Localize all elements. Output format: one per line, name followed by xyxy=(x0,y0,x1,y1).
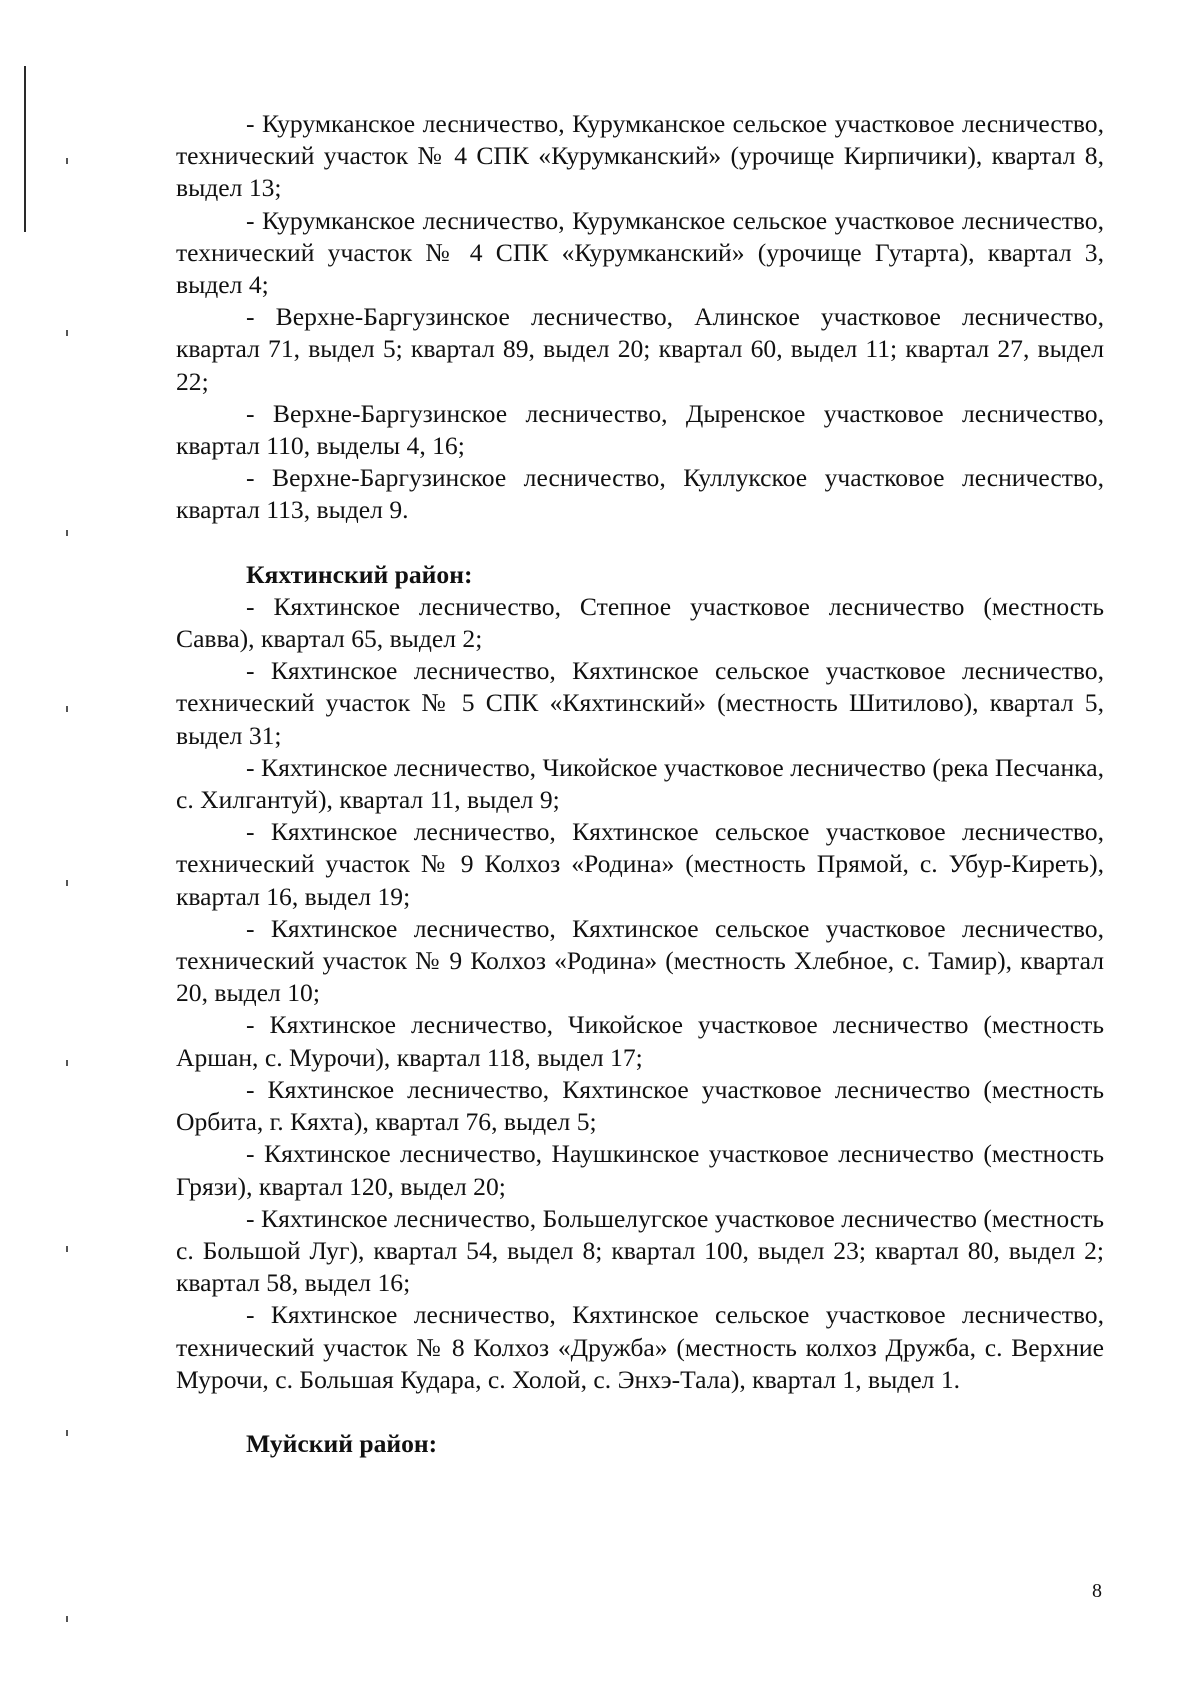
scan-speck xyxy=(66,1430,68,1436)
scan-margin-line xyxy=(24,66,26,232)
scan-speck xyxy=(66,706,68,712)
scan-speck xyxy=(66,880,68,886)
scan-speck xyxy=(66,1616,68,1622)
scan-speck xyxy=(66,1246,68,1252)
list-item: - Кяхтинское лесничество, Кяхтинское участковое лесничество (местность Орбита, г. Кяхта), квартал 76, выдел 5; xyxy=(176,1074,1104,1137)
list-item: - Кяхтинское лесничество, Чикойское участковое лесничество (река Песчанка, с. Хилгантуй), квартал 11, выдел 9; xyxy=(176,752,1104,815)
scan-speck xyxy=(66,330,68,336)
section-heading-kyakhta: Кяхтинский район: xyxy=(246,559,473,589)
list-item: - Кяхтинское лесничество, Кяхтинское сельское участковое лесничество, технический участок № 9 Колхоз «Родина» (местность Хлебное, с. Тамир), квартал 20, выдел 10; xyxy=(176,913,1104,1008)
section-spacer xyxy=(176,527,1104,559)
scan-speck xyxy=(66,530,68,536)
page-number: 8 xyxy=(1092,1580,1102,1602)
list-item: - Верхне-Баргузинское лесничество, Дыренское участковое лесничество, квартал 110, выделы 4, 16; xyxy=(176,398,1104,461)
list-item: - Верхне-Баргузинское лесничество, Алинское участковое лесничество, квартал 71, выдел 5; квартал 89, выдел 20; квартал 60, выдел 11; квартал 27, выдел 22; xyxy=(176,302,1104,396)
list-item: - Верхне-Баргузинское лесничество, Куллукское участковое лесничество, квартал 113, выдел 9. xyxy=(176,463,1104,525)
document-body xyxy=(176,108,1104,1460)
list-item: - Кяхтинское лесничество, Кяхтинское сельское участковое лесничество, технический участок № 5 СПК «Кяхтинский» (местность Шитилово), квартал 5, выдел 31; xyxy=(176,656,1104,750)
list-item: - Кяхтинское лесничество, Кяхтинское сельское участковое лесничество, технический участок № 9 Колхоз «Родина» (местность Прямой, с. Убур-Киреть), квартал 16, выдел 19; xyxy=(176,817,1104,911)
scan-speck xyxy=(66,158,68,164)
list-item: - Кяхтинское лесничество, Степное участковое лесничество (местность Савва), квартал 65, выдел 2; xyxy=(176,591,1104,654)
list-item: - Курумканское лесничество, Курумканское сельское участковое лесничество, технический участок № 4 СПК «Курумканский» (урочище Гутарта), квартал 3, выдел 4; xyxy=(176,205,1104,300)
list-item: - Курумканское лесничество, Курумканское сельское участковое лесничество, технический участок № 4 СПК «Курумканский» (урочище Кирпичики), квартал 8, выдел 13; xyxy=(176,109,1104,203)
section-spacer xyxy=(176,1396,1104,1428)
section-heading-muya: Муйский район: xyxy=(246,1428,438,1458)
list-item: - Кяхтинское лесничество, Большелугское участковое лесничество (местность с. Большой Луг), квартал 54, выдел 8; квартал 100, выдел 23; квартал 80, выдел 2; квартал 58, выдел 16; xyxy=(176,1203,1104,1298)
scan-speck xyxy=(66,1060,68,1066)
list-item: - Кяхтинское лесничество, Кяхтинское сельское участковое лесничество, технический участок № 8 Колхоз «Дружба» (местность колхоз Дружба, с. Верхние Мурочи, с. Большая Кудара, с. Холой, с. Энхэ-Тала), квартал 1, выдел 1. xyxy=(176,1300,1104,1394)
list-item: - Кяхтинское лесничество, Наушкинское участковое лесничество (местность Грязи), квартал 120, выдел 20; xyxy=(176,1139,1104,1201)
list-item: - Кяхтинское лесничество, Чикойское участковое лесничество (местность Аршан, с. Мурочи), квартал 118, выдел 17; xyxy=(176,1010,1104,1072)
